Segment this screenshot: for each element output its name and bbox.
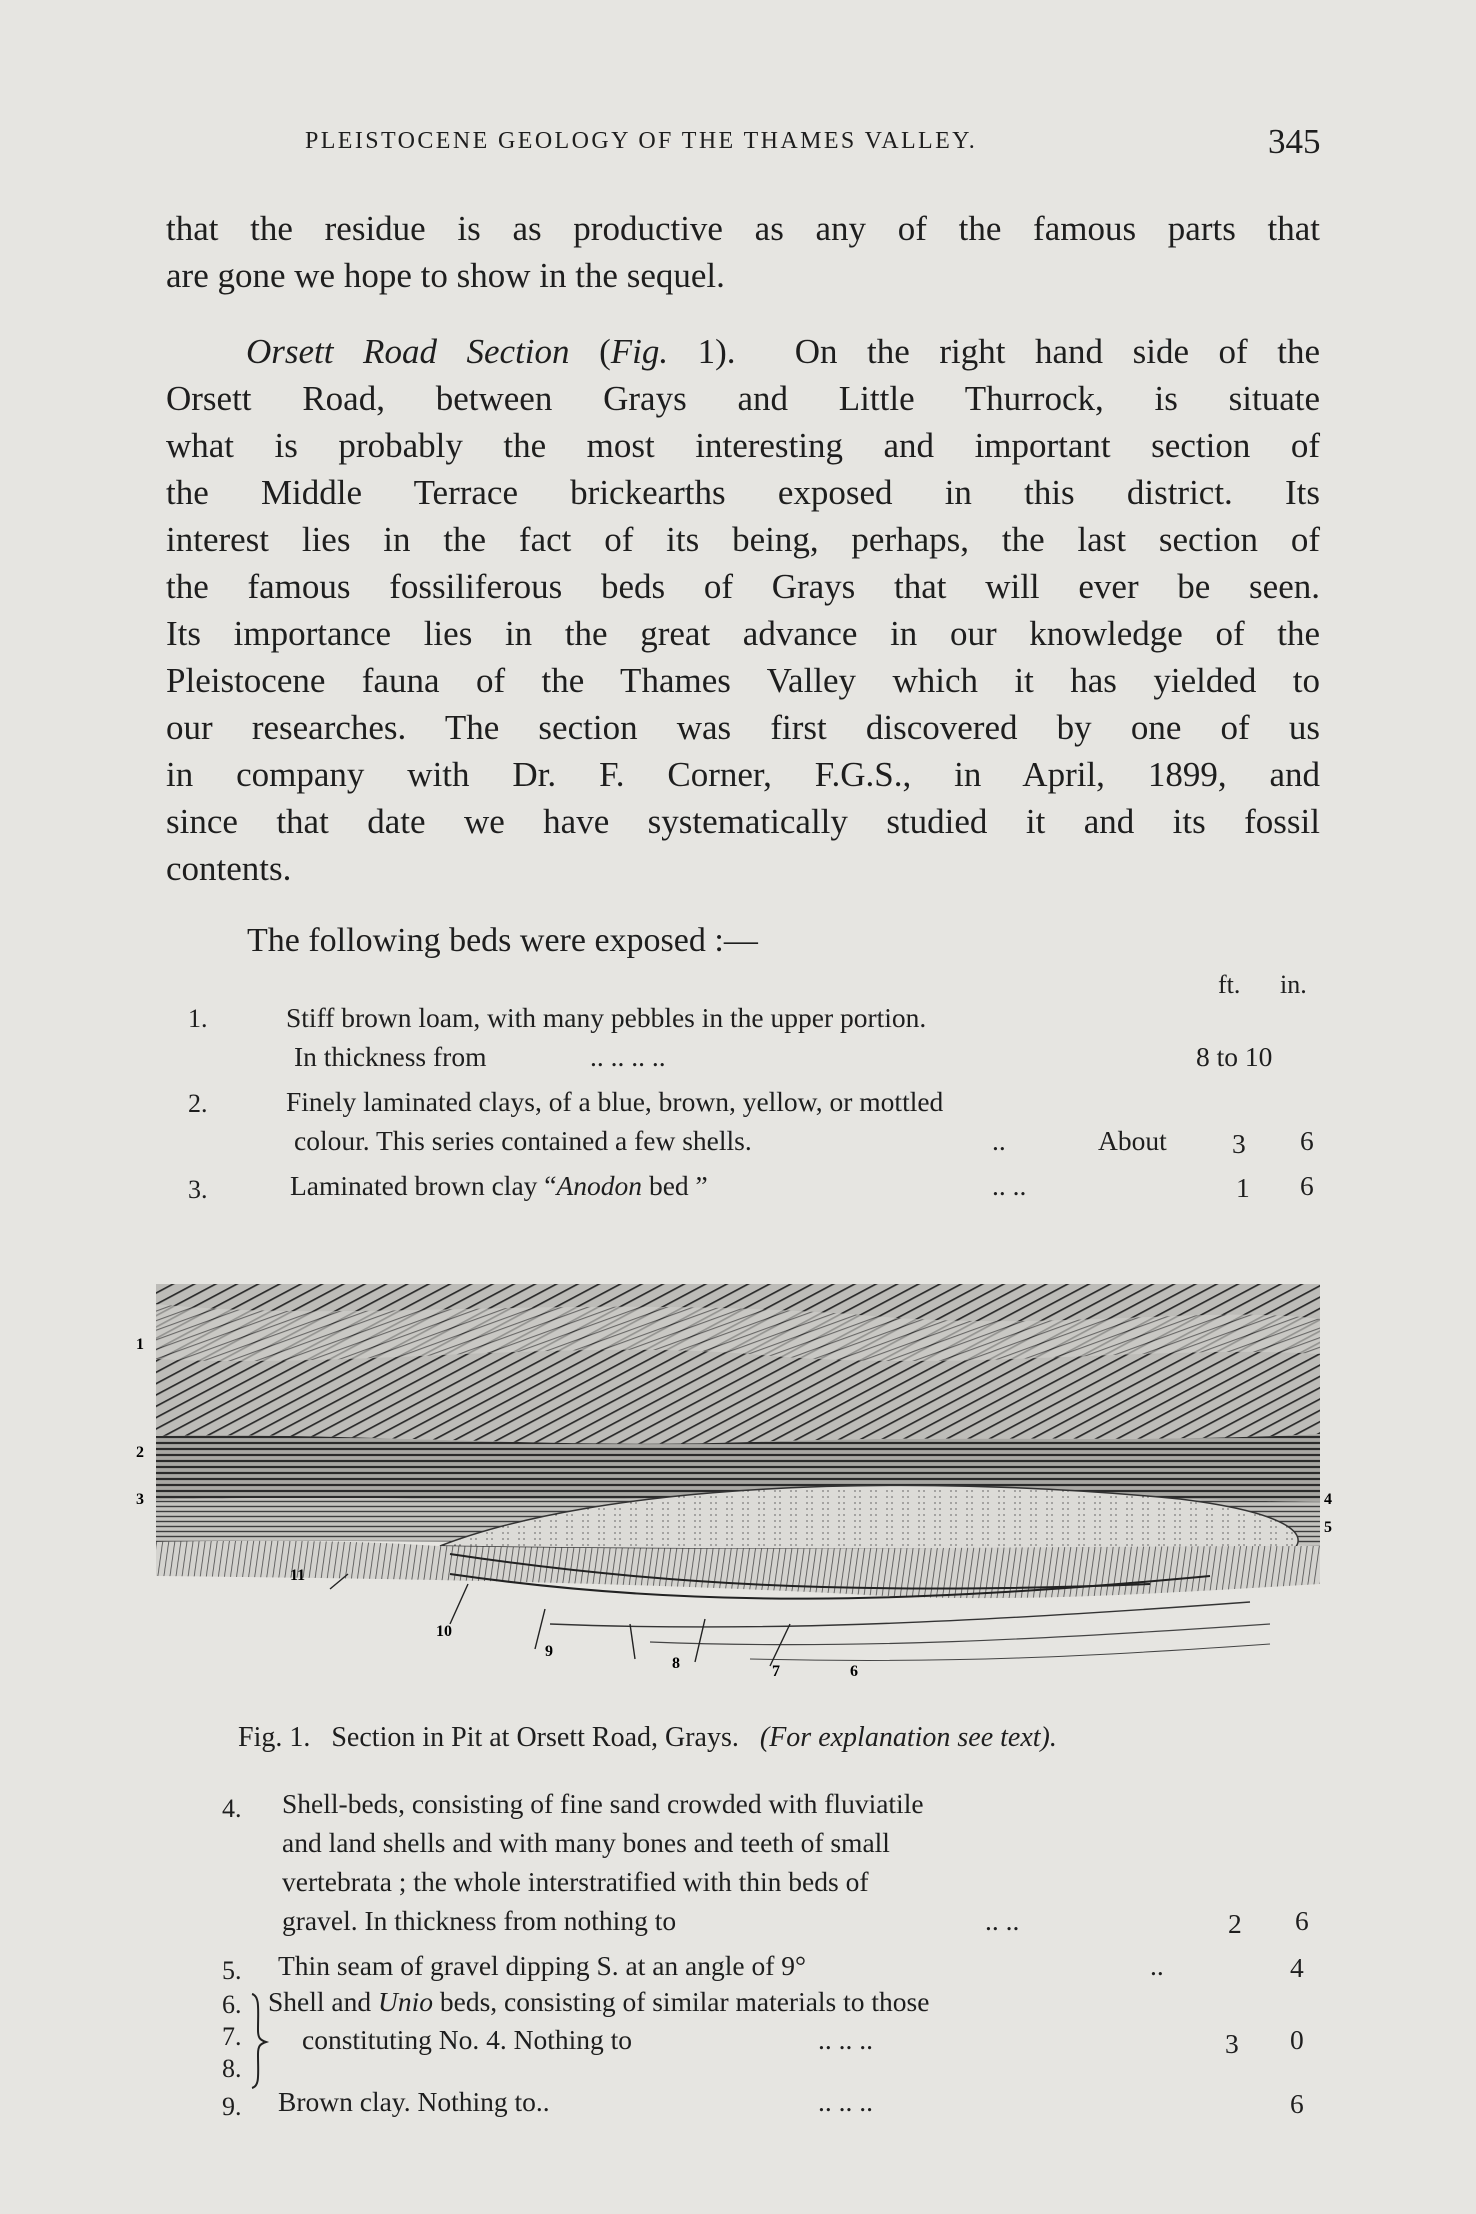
leader-dots: .. .. xyxy=(992,1170,1027,1201)
bed-thickness-in: 6 xyxy=(1300,1125,1314,1156)
leader-dots: .. .. .. .. xyxy=(590,1041,666,1072)
figure-bed-1 xyxy=(156,1284,1320,1444)
figure-label: 4 xyxy=(1324,1491,1332,1508)
bed-about: About xyxy=(1098,1125,1167,1156)
figure-label: 10 xyxy=(436,1623,452,1640)
section-engraving xyxy=(136,1284,1332,1704)
body-line: the famous fossiliferous beds of Grays that will ever be seen. xyxy=(166,567,1320,606)
column-ft: ft. xyxy=(1218,970,1241,999)
caption-note: (For explanation see text). xyxy=(759,1722,1057,1753)
bed-text-part: bed ” xyxy=(642,1170,708,1201)
bed-thickness-ft: 1 xyxy=(1236,1172,1250,1203)
leader-dots: .. xyxy=(1150,1950,1164,1981)
caption-text: Section in Pit at Orsett Road, Grays. xyxy=(331,1722,739,1753)
bed-text: colour. This series contained a few shells. xyxy=(294,1125,752,1156)
body-line: Its importance lies in the great advance in our knowledge of the xyxy=(166,614,1320,653)
figure-label: 8 xyxy=(672,1655,680,1672)
heading-fig-open: ( xyxy=(569,332,611,371)
body-line: our researches. The section was first discovered by one of us xyxy=(166,708,1320,747)
body-line: what is probably the most interesting and important section of xyxy=(166,426,1320,465)
body-line: Pleistocene fauna of the Thames Valley which it has yielded to xyxy=(166,661,1320,700)
bed-thickness-ft: 3 xyxy=(1225,2028,1239,2059)
leader-dots: .. xyxy=(992,1125,1006,1156)
bed-text: constituting No. 4. Nothing to xyxy=(302,2024,632,2055)
bed-number: 7. xyxy=(222,2022,242,2051)
figure-label: 3 xyxy=(136,1491,144,1508)
figure-caption xyxy=(238,1722,1057,1754)
bed-text-part: Shell and xyxy=(268,1986,378,2017)
leader-dots: .. .. .. xyxy=(818,2086,873,2117)
bed-group-brace xyxy=(246,1990,270,2090)
bed-number: 2. xyxy=(188,1089,208,1118)
bed-text: Shell-beds, consisting of fine sand crowded with fluviatile xyxy=(282,1788,924,1819)
page-number: 345 xyxy=(1268,122,1321,161)
bed-number: 8. xyxy=(222,2054,242,2083)
bed-text-part: beds, consisting of similar materials to those xyxy=(433,1986,930,2017)
bed-text: and land shells and with many bones and teeth of small xyxy=(282,1827,890,1858)
running-title: PLEISTOCENE GEOLOGY OF THE THAMES VALLEY. xyxy=(305,128,978,154)
bed-number: 6. xyxy=(222,1990,242,2019)
bed-number: 5. xyxy=(222,1956,242,1985)
bed-number: 4. xyxy=(222,1794,242,1823)
bed-thickness-ft: 8 to 10 xyxy=(1196,1041,1273,1072)
heading-line-rest: On the right hand side of the xyxy=(794,332,1321,371)
bed-thickness-in: 6 xyxy=(1295,1905,1309,1936)
bed-text: gravel. In thickness from nothing to xyxy=(282,1905,677,1936)
beds-intro: The following beds were exposed :— xyxy=(247,922,758,959)
bed-number: 1. xyxy=(188,1004,208,1033)
bed-text: In thickness from xyxy=(294,1041,487,1072)
body-line: since that date we have systematically studied it and its fossil xyxy=(166,802,1320,841)
bed-thickness-ft: 2 xyxy=(1228,1908,1242,1939)
bed-thickness-in: 6 xyxy=(1290,2088,1304,2119)
figure-lower-beds xyxy=(156,1541,1320,1598)
heading-fig-close: 1). xyxy=(668,332,736,371)
bed-number: 9. xyxy=(222,2092,242,2121)
bed-thickness-in: 0 xyxy=(1290,2024,1304,2055)
body-line: that the residue is as productive as any of the famous parts that xyxy=(166,209,1320,248)
body-line: Orsett Road, between Grays and Little Thurrock, is situate xyxy=(166,379,1320,418)
bed-number: 3. xyxy=(188,1175,208,1204)
bed-text: Brown clay. Nothing to.. xyxy=(278,2086,550,2117)
figure-label: 1 xyxy=(136,1336,144,1353)
body-line: the Middle Terrace brickearths exposed in this district. Its xyxy=(166,473,1320,512)
body-line: interest lies in the fact of its being, perhaps, the last section of xyxy=(166,520,1320,559)
bed-text-part: Laminated brown clay “ xyxy=(290,1170,557,1201)
section-heading: Orsett Road Section xyxy=(246,332,570,371)
bed-text: Stiff brown loam, with many pebbles in the upper portion. xyxy=(286,1002,927,1033)
bed-thickness-ft: 3 xyxy=(1232,1128,1246,1159)
bed-text-italic: Unio xyxy=(378,1986,433,2017)
bed-text: vertebrata ; the whole interstratified with thin beds of xyxy=(282,1866,869,1897)
caption-fig-number: Fig. 1. xyxy=(238,1722,311,1753)
heading-fig-word: Fig. xyxy=(610,332,669,371)
leader-dots: .. .. xyxy=(985,1905,1020,1936)
body-line: are gone we hope to show in the sequel. xyxy=(166,256,725,295)
figure-label: 11 xyxy=(290,1567,306,1584)
bed-thickness-in: 4 xyxy=(1290,1952,1304,1983)
figure-label: 9 xyxy=(545,1643,553,1660)
bed-text xyxy=(290,1170,708,1202)
body-line: in company with Dr. F. Corner, F.G.S., in April, 1899, and xyxy=(166,755,1320,794)
leader-dots: .. .. .. xyxy=(818,2024,873,2055)
body-line: contents. xyxy=(166,849,292,888)
figure-label: 7 xyxy=(772,1663,780,1680)
figure-label: 5 xyxy=(1324,1519,1332,1536)
bed-thickness-in: 6 xyxy=(1300,1170,1314,1201)
section-figure xyxy=(136,1284,1332,1704)
figure-label: 2 xyxy=(136,1444,144,1461)
bed-text: Finely laminated clays, of a blue, brown, yellow, or mottled xyxy=(286,1086,944,1117)
bed-text: Thin seam of gravel dipping S. at an angle of 9° xyxy=(278,1950,807,1981)
section-heading-line xyxy=(246,328,1320,375)
bed-text-italic: Anodon xyxy=(556,1170,643,1201)
bed-text xyxy=(268,1986,929,2018)
column-in: in. xyxy=(1280,970,1307,999)
figure-label: 6 xyxy=(850,1663,858,1680)
